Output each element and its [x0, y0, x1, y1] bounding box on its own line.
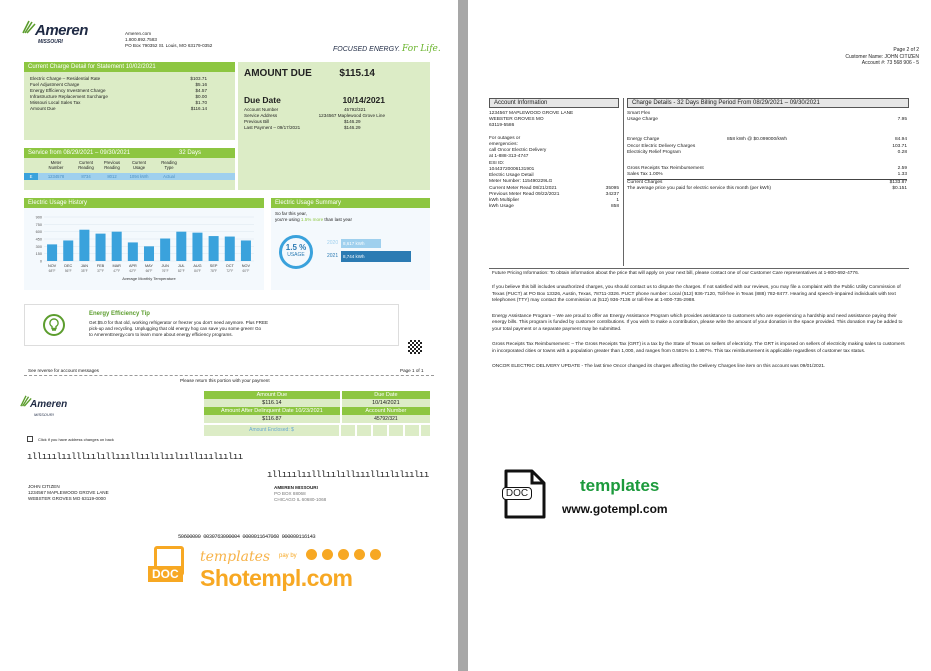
doc-icon: DOC [148, 546, 198, 592]
amount-due-value: $115.14 [339, 68, 375, 79]
temperature-label: 72°F [226, 269, 234, 273]
amount-details: Account Number 45792/321 Service Address 1234567 Maplewood Grove Line Previous Bill $146.29 Last Payment – 09/17/2021 $146.29 [244, 107, 385, 130]
temperature-label: 37°F [97, 269, 104, 273]
lightbulb-icon [43, 314, 65, 336]
current-charges: Current Charges $133.87 [627, 179, 907, 185]
bitcoin-icon [354, 549, 365, 560]
charge-row: Amount Due $116.14 [30, 105, 207, 111]
address-change-label: Click if you have address changes on back [38, 437, 114, 442]
logo-text: Ameren [35, 22, 88, 39]
usage-bar [144, 246, 154, 261]
column-divider [623, 98, 624, 266]
y-tick-label: 300 [35, 244, 42, 249]
year-bars: 2020 8,617 kWh 2021 8,744 kWh [327, 238, 415, 261]
header-contact: Ameren.com 1.800.892.7583 PO Box 790352 St. Louis, MO 63179-0352 [125, 31, 213, 48]
current-charge-panel [24, 62, 235, 140]
service-title: Service from 08/29/2021 – 09/30/2021 [28, 150, 131, 156]
doc-file-icon: DOC [502, 469, 548, 519]
logo-sub: MISSOURI [38, 39, 63, 45]
usage-bar [176, 232, 186, 261]
charge-row: Fuel Adjustment Charge $5.16 [30, 81, 207, 87]
tear-line [24, 375, 434, 376]
barcode-remit: ıllııılıılllıılıllıııllıılılıılıı [267, 470, 429, 480]
y-tick-label: 900 [35, 215, 42, 220]
charge-row: Infrastructure Replacement Surcharge $0.00 [30, 93, 207, 99]
usage-bar [160, 239, 170, 261]
y-tick-label: 600 [35, 230, 42, 235]
scanline: 50600000 0039763000004 0000011647060 000000116143 [178, 533, 316, 540]
x-tick-label: JUN [161, 264, 169, 268]
usage-bar [112, 232, 122, 261]
qr-code [408, 340, 422, 354]
current-charge-title: Current Charge Detail for Statement 10/02/2021 [24, 62, 235, 72]
x-tick-label: DEC [64, 264, 73, 268]
temperature-label: 62°F [129, 269, 137, 273]
watermark-url: www.gotempl.com [562, 502, 668, 516]
outage-info: For outages or emergencies: call Oncor Electric Delivery at 1-888-313-4747 ESI ID: 10443720006131901 Electric Usage Detail [489, 135, 547, 179]
x-tick-label: AUG [193, 264, 202, 268]
y-tick-label: 150 [35, 252, 42, 257]
service-columns: Meter Number Current Reading Previous Reading Current Usage Reading Type [48, 160, 177, 170]
charge-details-panel: Charge Details - 32 Days Billing Period From 08/29/2021 – 09/30/2021 Smart Flex Usage Charge 7.95 Energy Charge 858 kWh @ $0.099000/kWh 84.94 Oncor Electric Delivery Charges 103.71 Electricity Relief Program 0.28 Gross Receipts Tax Reimbursement 2.59 Sales Tax 1.00% 1.33 Current Charges $133.87 The average price you paid for electric service this month (per kWh) $0.151 [627, 100, 907, 191]
bill-page-2 [468, 0, 931, 671]
charge-details-title: Charge Details - 32 Days Billing Period From 08/29/2021 – 09/30/2021 [627, 98, 909, 108]
bill-page-1 [0, 0, 458, 671]
usage-bar [79, 230, 89, 261]
charge-row: Missouri Local Sales Tax $1.70 [30, 99, 207, 105]
year-bar-2021: 8,744 kWh [341, 251, 411, 262]
usage-summary-panel: Electric Usage Summary So far this year, you're using 1.5% more than last year 1.5 % USAGE 2020 8,617 kWh 2021 8,744 kWh [271, 198, 430, 290]
watermark-shotempl: Shotempl.com [200, 565, 353, 591]
payment-icons [306, 549, 381, 560]
usage-history-title: Electric Usage History [24, 198, 264, 208]
section-divider [489, 268, 909, 269]
account-info-panel: Account Information 1234567 MAPLEWOOD GROVE LANE WEBSTER GROVES MO 63119-5586 For outages or emergencies: call Oncor Electric Delivery at 1-888-313-4747 ESI ID: 10443720006131901 Electric Usage Detail Meter Number: 115490229LG Current Meter Read 08/21/2021 35095 Previous Meter Read 09/22/2021 34237 kWh Multiplier 1 kWh Usage 858 [489, 100, 619, 210]
service-panel [24, 148, 235, 190]
usage-gauge: 1.5 % USAGE [279, 235, 313, 269]
address-change-checkbox[interactable] [27, 436, 33, 442]
charge-rows: Energy Charge 858 kWh @ $0.099000/kWh 84.94 Oncor Electric Delivery Charges 103.71 Electricity Relief Program 0.28 [627, 137, 907, 155]
coin-icon [338, 549, 349, 560]
year-bar-2020: 8,617 kWh [341, 239, 381, 248]
temperature-label: 78°F [210, 269, 218, 273]
due-date-label: Due Date [244, 95, 281, 105]
temperature-label: 35°F [80, 269, 88, 273]
usage-history-panel [24, 198, 264, 290]
tip-text: Get $5.0 for that old, working refrigerator or freezer you don't need anymore. Plus FREE pick-up and recycling. Unplugging that old energy hog can save you some green! Go to AmerenEnergy.com to learn more about energy efficiency programs. [89, 320, 269, 337]
page-number: Page 1 of 1 [400, 368, 424, 373]
stub-logo: Ameren MISSOURI [20, 394, 32, 412]
usage-bar [63, 240, 73, 261]
x-axis-label: Average Monthly Temperature [122, 276, 176, 281]
y-tick-label: 450 [35, 237, 42, 242]
watermark-templates-2: templates [580, 476, 660, 495]
tip-title: Energy Efficiency Tip [89, 311, 150, 317]
customer-address: JOHN CITIZEN 1234567 MAPLEWOOD GROVE LANE WEBSTER GROVES MO 63119-0000 [28, 484, 109, 501]
payment-icon [306, 549, 317, 560]
due-date-value: 10/14/2021 [342, 95, 385, 105]
slogan: FOCUSED ENERGY. For Life. [333, 44, 441, 54]
usage-bar [96, 234, 106, 261]
remit-address: AMEREN MISSOURI PO BOX 88068 CHICAGO IL 60680-1068 [274, 485, 327, 502]
amount-enclosed-input[interactable] [341, 425, 430, 436]
x-tick-label: JUL [177, 264, 185, 268]
x-tick-label: OCT [225, 264, 234, 268]
temperature-label: 68°F [48, 269, 56, 273]
x-tick-label: SEP [209, 264, 218, 268]
service-days: 32 Days [178, 150, 201, 156]
charge-row: Electric Charge – Residential Rate $103.71 [30, 76, 207, 81]
customer-name: Customer Name: JOHN CITIZEN [845, 53, 919, 60]
notice-paragraphs: Future Pricing Information: To obtain information about the price that will apply on your next bill, please contact one of our Customer Care representatives at 1-800-692-4776. If you believe this bill includes unauthorized charges, you should contact us to dispute the charges. If not satisfied with our reviews, you may file a complaint with the Public Utility Commission of Texas (PUCT) at PO Box 13326, Austin, Texas, 78711-3326. PUCT phone number: Local (512) 936-7120, Toll-free in Texas (888) 782-8477. Hearing and speech-impaired individuals with text telephones (TTY) may contact the commission at (512) 936-7136 or toll-free at 1-800-735-2988. Energy Assistance Program – We are proud to offer an Energy Assistance Program which provides assistance to customers who are experiencing a hardship and need assistance paying their energy bills. This program is funded by customer contributions. If you wish to make a contribution, please write the amount of your donation in the space provided. This donation may be added to your total payment or a separate payment may be submitted. Gross Receipts Tax Reimbursement: – The Gross Receipts Tax (GRT) is a tax by the State of Texas on sellers of electricity. The GRT is imposed on sellers of electricity making sales to customers in incorporated cities or towns with a population greater than 1,000, and ranges from 0.581% to 1.997%. This tax reimbursement is applicable regardless of customer tax status. ONCOR ELECTRIC DELIVERY UPDATE - The last time Oncor changed its charges affecting the Delivery Charges line item on this account was 09/01/2021. [492, 271, 905, 370]
x-tick-label: MAY [145, 264, 153, 268]
plan-name: Smart Flex [627, 111, 651, 116]
paypal-icon [370, 549, 381, 560]
usage-bar [209, 236, 219, 261]
current-charge-rows [24, 72, 235, 112]
usage-bar [192, 233, 202, 261]
reverse-note: See reverse for account messages [28, 368, 99, 373]
leaf-icon [22, 20, 36, 34]
temperature-label: 76°F [161, 269, 169, 273]
x-tick-label: MAR [112, 264, 121, 268]
efficiency-tip-panel [24, 304, 399, 346]
account-info-title: Account Information [489, 98, 619, 108]
usage-bar [241, 240, 251, 261]
usage-summary-title: Electric Usage Summary [271, 198, 430, 208]
x-tick-label: FEB [96, 264, 105, 268]
meter-info: Meter Number: 115490229LG Current Meter Read 08/21/2021 35095 Previous Meter Read 09/22/2021 34237 kWh Multiplier 1 kWh Usage 858 [489, 179, 619, 210]
temperature-label: 82°F [177, 269, 185, 273]
y-tick-label: 0 [39, 259, 42, 264]
usage-chart-svg [30, 214, 258, 288]
page2-header [845, 47, 919, 67]
charge-row: Energy Efficiency Investment Charge $4.57 [30, 87, 207, 93]
watermark-templates: templates [200, 549, 271, 565]
x-tick-label: JAN [80, 264, 88, 268]
temperature-label: 56°F [64, 269, 72, 273]
barcode-customer: ıllııılıılllıılıllıııllıılılıılııllııılıılıı [27, 452, 243, 462]
amount-due-label: AMOUNT DUE [244, 68, 312, 79]
usage-bar [47, 244, 57, 261]
bitcoin-icon [322, 549, 333, 560]
payment-stub-table: Amount Due Due Date $116.14 10/14/2021 Amount After Delinquent Date 10/23/2021 Account Number $116.87 45792/321 Amount Enclosed: $ [204, 391, 430, 436]
service-row: E 1234578 8734 8012 1094 kWh Actual [24, 173, 235, 180]
amount-enclosed-label: Amount Enclosed: $ [204, 425, 339, 436]
usage-bar [128, 242, 138, 261]
y-tick-label: 750 [35, 222, 42, 227]
temperature-label: 60°F [242, 269, 250, 273]
temperature-label: 66°F [145, 269, 153, 273]
amount-due-panel [238, 62, 430, 190]
temperature-label: 47°F [113, 269, 121, 273]
x-tick-label: NOV [47, 264, 57, 268]
usage-chart [30, 214, 258, 288]
account-number: Account #: 73 568 906 - 5 [861, 60, 919, 66]
watermark-paybay: pay by [279, 553, 297, 559]
usage-bar [225, 237, 235, 261]
x-tick-label: NOV [241, 264, 251, 268]
return-note: Please return this portion with your payment [180, 378, 270, 383]
temperature-label: 84°F [194, 269, 201, 273]
x-tick-label: APR [128, 264, 137, 268]
page2-number: Page 2 of 2 [893, 47, 919, 53]
